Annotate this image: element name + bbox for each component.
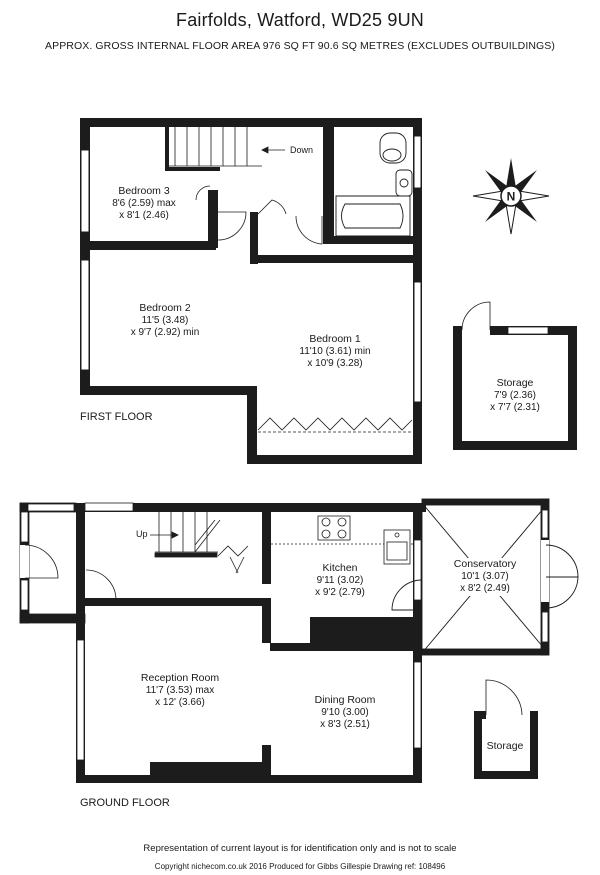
bathroom-fixtures: [336, 133, 412, 236]
room-dim-2: x 9'7 (2.92) min: [130, 327, 200, 338]
room-dim-1: 7'9 (2.36): [494, 389, 536, 401]
room-conservatory: [435, 558, 535, 596]
first-floor-stairs: [169, 127, 285, 166]
room-name: Dining Room: [314, 694, 376, 706]
disclaimer-text: Representation of current layout is for identification only and is not to scale: [143, 843, 457, 854]
room-name: Reception Room: [140, 672, 220, 684]
floor-area-subtitle: APPROX. GROSS INTERNAL FLOOR AREA 976 SQ FT 90.6 SQ METRES (EXCLUDES OUTBUILDINGS): [45, 40, 555, 52]
room-name: Bedroom 1: [309, 333, 361, 345]
room-reception: [120, 672, 240, 710]
room-storage-lower: [480, 740, 530, 753]
room-kitchen: [300, 562, 380, 600]
compass-north-label: N: [506, 189, 516, 204]
ground-floor-storage-door: [486, 680, 522, 715]
room-dim-2: x 10'9 (3.28): [307, 358, 363, 369]
room-name: Bedroom 3: [118, 185, 170, 197]
room-dim-2: x 8'2 (2.49): [460, 583, 510, 594]
room-dim-2: x 8'1 (2.46): [119, 210, 169, 221]
room-dim-1: 9'11 (3.02): [316, 574, 364, 586]
room-storage-upper: [475, 377, 555, 415]
room-dim-1: 11'7 (3.53) max: [145, 684, 215, 696]
room-bedroom-3: [100, 185, 188, 223]
ground-floor-stairs: [150, 512, 248, 573]
room-name: Conservatory: [453, 558, 517, 570]
first-floor-label: FIRST FLOOR: [80, 411, 153, 423]
room-dim-2: x 7'7 (2.31): [490, 402, 540, 413]
room-dim-2: x 9'2 (2.79): [315, 587, 365, 598]
room-dim-1: 9'10 (3.00): [321, 706, 369, 718]
room-dim-2: x 12' (3.66): [155, 697, 205, 708]
room-dim-2: x 8'3 (2.51): [320, 719, 370, 730]
stairs-up-label: Up: [136, 529, 148, 539]
ground-floor-label: GROUND FLOOR: [80, 797, 170, 809]
room-name: Bedroom 2: [139, 302, 191, 314]
room-dim-1: 8'6 (2.59) max: [112, 197, 176, 209]
room-dining: [300, 694, 390, 732]
ground-floor-walls: [76, 503, 426, 783]
credits-text: Copyright nichecom.co.uk 2016 Produced for Gibbs Gillespie Drawing ref: 108496: [154, 862, 446, 871]
room-name: Kitchen: [322, 562, 358, 574]
room-bedroom-2: [110, 302, 220, 340]
room-name: Storage: [486, 740, 524, 752]
room-dim-1: 10'1 (3.07): [461, 570, 509, 582]
room-dim-1: 11'10 (3.61) min: [299, 345, 371, 357]
page-title: Fairfolds, Watford, WD25 9UN: [176, 10, 424, 30]
room-dim-1: 11'5 (3.48): [141, 314, 189, 326]
room-bedroom-1: [280, 333, 390, 371]
compass-rose: [473, 158, 549, 234]
stairs-down-label: Down: [290, 145, 314, 155]
room-name: Storage: [496, 377, 534, 389]
